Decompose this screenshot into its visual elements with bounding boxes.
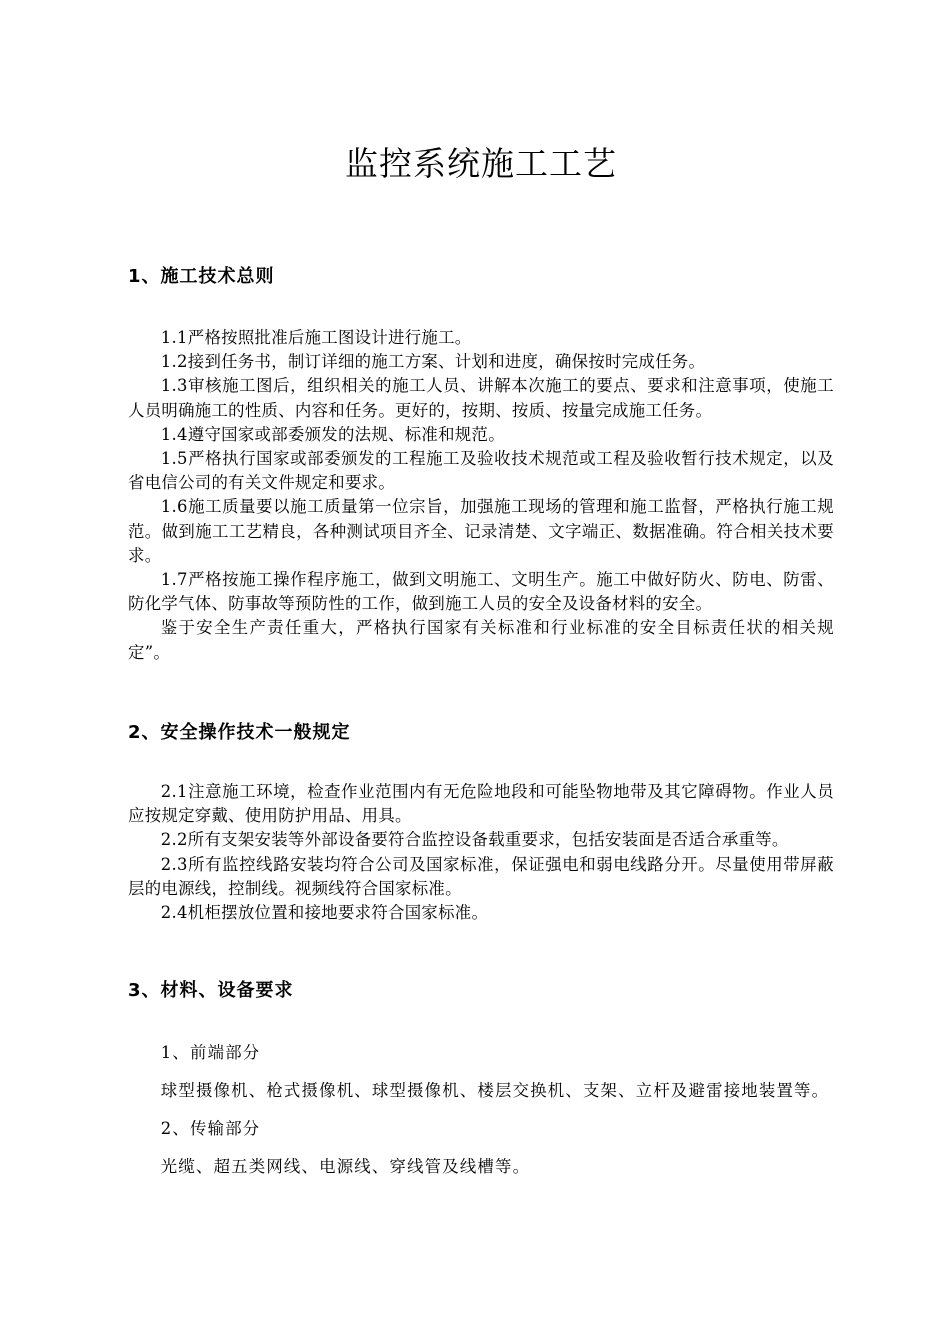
paragraph: 1.2接到任务书，制订详细的施工方案、计划和进度，确保按时完成任务。 [160, 352, 706, 372]
paragraph: 1.3审核施工图后，组织相关的施工人员、讲解本次施工的要点、要求和注意事项，使施工人员明确施工的性质、内容和任务。更好的，按期、按质、按量完成施工任务。 [128, 376, 834, 420]
paragraph: 1.7严格按施工操作程序施工，做到文明施工、文明生产。施工中做好防火、防电、防雷、防化学气体、防事故等预防性的工作，做到施工人员的安全及设备材料的安全。 [128, 570, 834, 614]
section-heading: 3、材料、设备要求 [128, 980, 294, 1001]
paragraph: 1.5严格执行国家或部委颁发的工程施工及验收技术规范或工程及验收暂行技术规定，以及省电信公司的有关文件规定和要求。 [128, 449, 834, 493]
paragraph: 2.2所有支架安装等外部设备要符合监控设备载重要求，包括安装面是否适合承重等。 [160, 830, 789, 850]
subsection-label: 1、前端部分 [160, 1043, 261, 1062]
paragraph: 1.6施工质量要以施工质量第一位宗旨，加强施工现场的管理和施工监督，严格执行施工规范。做到施工工艺精良，各种测试项目齐全、记录清楚、文字端正、数据准确。符合相关技术要求。 [128, 497, 834, 565]
paragraph: 2.3所有监控线路安装均符合公司及国家标准，保证强电和弱电线路分开。尽量使用带屏蔽层的电源线，控制线。视频线符合国家标准。 [128, 854, 834, 898]
paragraph: 1.1严格按照批准后施工图设计进行施工。 [160, 328, 472, 347]
document-title: 监控系统施工工艺 [345, 144, 617, 183]
paragraph: 1.4遵守国家或部委颁发的法规、标准和规范。 [160, 424, 505, 444]
section-3 [128, 978, 834, 1186]
paragraph: 光缆、超五类网线、电源线、穿线管及线槽等。 [160, 1157, 531, 1176]
paragraph: 球型摄像机、枪式摄像机、球型摄像机、楼层交换机、支架、立杆及避雷接地装置等。 [160, 1081, 830, 1100]
paragraph: 2.4机柜摆放位置和接地要求符合国家标准。 [160, 903, 489, 923]
section-heading: 2、安全操作技术一般规定 [128, 722, 351, 743]
section-heading: 1、施工技术总则 [128, 266, 275, 287]
paragraph: 鉴于安全生产责任重大，严格执行国家有关标准和行业标准的安全目标责任状的相关规定”。 [128, 618, 834, 662]
section-1 [128, 264, 834, 665]
subsection-label: 2、传输部分 [160, 1119, 261, 1138]
section-2 [128, 720, 834, 925]
paragraph: 2.1注意施工环境，检查作业范围内有无危险地段和可能坠物地带及其它障碍物。作业人员应按规定穿戴、使用防护用品、用具。 [128, 782, 834, 826]
